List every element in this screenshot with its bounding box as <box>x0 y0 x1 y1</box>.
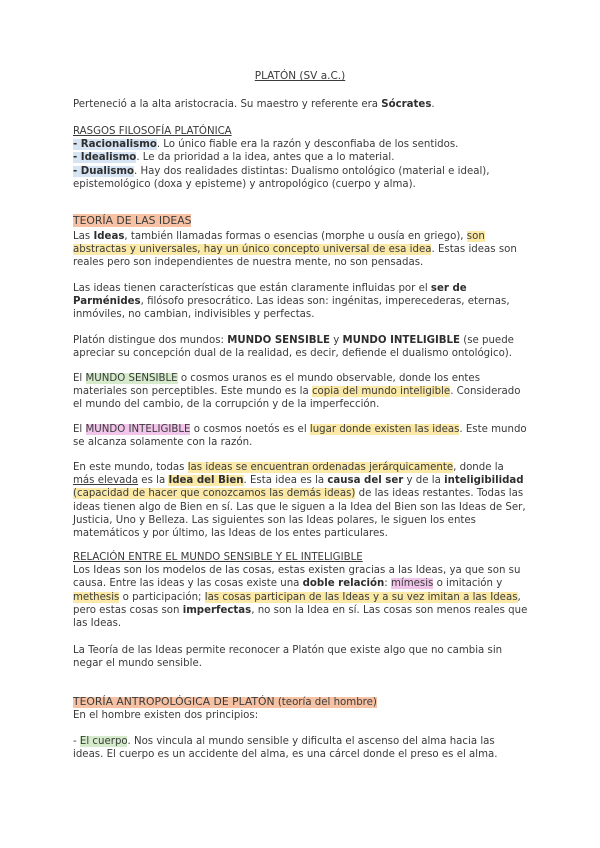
rasgo-racionalismo: - Racionalismo. Lo único fiable era la razón y desconfiaba de los sentidos. <box>73 139 459 151</box>
rasgo-idealismo: - Idealismo. Le da prioridad a la idea, antes que a lo material. <box>73 152 395 164</box>
ideas-heading: TEORÍA DE LAS IDEAS <box>73 214 192 227</box>
conclusion-paragraph: La Teoría de las Ideas permite reconocer a Platón que existe algo que no cambia sin negar el mundo sensible. <box>73 645 503 670</box>
intro-paragraph: Perteneció a la alta aristocracia. Su maestro y referente era Sócrates. <box>73 99 435 110</box>
ideas-heading-row <box>73 214 528 228</box>
relacion-paragraph: Los Ideas son los modelos de las cosas, estas existen gracias a las Ideas, ya que son su causa. Entre las ideas y las cosas existe una doble relación: mímesis o imitación y methesis o participación; las cosas participan de las Ideas y a su vez imitan a las Ideas, pero estas cosas son imperfectas, no son la Idea en sí. Las cosas son menos reales que las Ideas. <box>73 565 528 630</box>
rasgos-section <box>73 125 528 191</box>
mundo-inteligible-paragraph: El MUNDO INTELIGIBLE o cosmos noetós es el lugar donde existen las ideas. Este mundo se alcanza solamente con la razón. <box>73 424 527 449</box>
relacion-heading: RELACIÓN ENTRE EL MUNDO SENSIBLE Y EL INTELIGIBLE <box>73 552 363 563</box>
antropologica-intro: En el hombre existen dos principios: <box>73 710 259 721</box>
antropologica-heading: TEORÍA ANTROPOLÓGICA DE PLATÓN <box>73 695 275 708</box>
rasgos-heading: RASGOS FILOSOFÍA PLATÓNICA <box>73 126 232 137</box>
ideas-paragraph-2: Las ideas tienen características que están claramente influidas por el ser de Parménides, filósofo presocrático. Las ideas son: ingénitas, imperecederas, eternas, inmóviles, no cambian, indivisibles y perfectas. <box>73 283 510 321</box>
ideas-paragraph-3: Platón distingue dos mundos: MUNDO SENSIBLE y MUNDO INTELIGIBLE (se puede apreciar su concepción dual de la realidad, es decir, defiende el dualismo ontológico). <box>73 335 514 360</box>
cuerpo-paragraph: - El cuerpo. Nos vincula al mundo sensible y dificulta el ascenso del alma hacia las ideas. El cuerpo es un accidente del alma, es una cárcel donde el preso es el alma. <box>73 736 498 761</box>
rasgo-dualismo: - Dualismo. Hay dos realidades distintas: Dualismo ontológico (material e ideal), epistemológico (doxa y episteme) y antropológico (cuerpo y alma). <box>73 165 490 190</box>
jerarquia-paragraph: En este mundo, todas las ideas se encuentran ordenadas jerárquicamente, donde la más elevada es la Idea del Bien. Esta idea es la causa del ser y de la inteligibilidad (capacidad de hacer que conozcamos las demás ideas) de las ideas restantes. Todas las ideas tienen algo de Bien en sí. Las que le siguen a la Idea del Bien son las Ideas de Ser, Justicia, Uno y Belleza. Las siguientes son las Ideas polares, le siguen los entes matemáticos y por último, las Ideas de los entes particulares. <box>73 462 526 540</box>
mundo-sensible-paragraph: El MUNDO SENSIBLE o cosmos uranos es el mundo observable, donde los entes materiales son perceptibles. Este mundo es la copia del mundo inteligible. Considerado el mundo del cambio, de la corrupción y de la imperfección. <box>73 373 521 411</box>
page-title: PLATÓN (SV a.C.) <box>254 70 346 82</box>
relacion-section <box>73 551 528 630</box>
ideas-paragraph-1: Las Ideas, también llamadas formas o esencias (morphe u ousía en griego), son abstractas y universales, hay un único concepto universal de esa idea. Estas ideas son reales pero son independientes de nuestra mente, no son pensadas. <box>73 231 517 269</box>
antropologica-heading-row: TEORÍA ANTROPOLÓGICA DE PLATÓN (teoría del hombre) <box>73 695 377 708</box>
